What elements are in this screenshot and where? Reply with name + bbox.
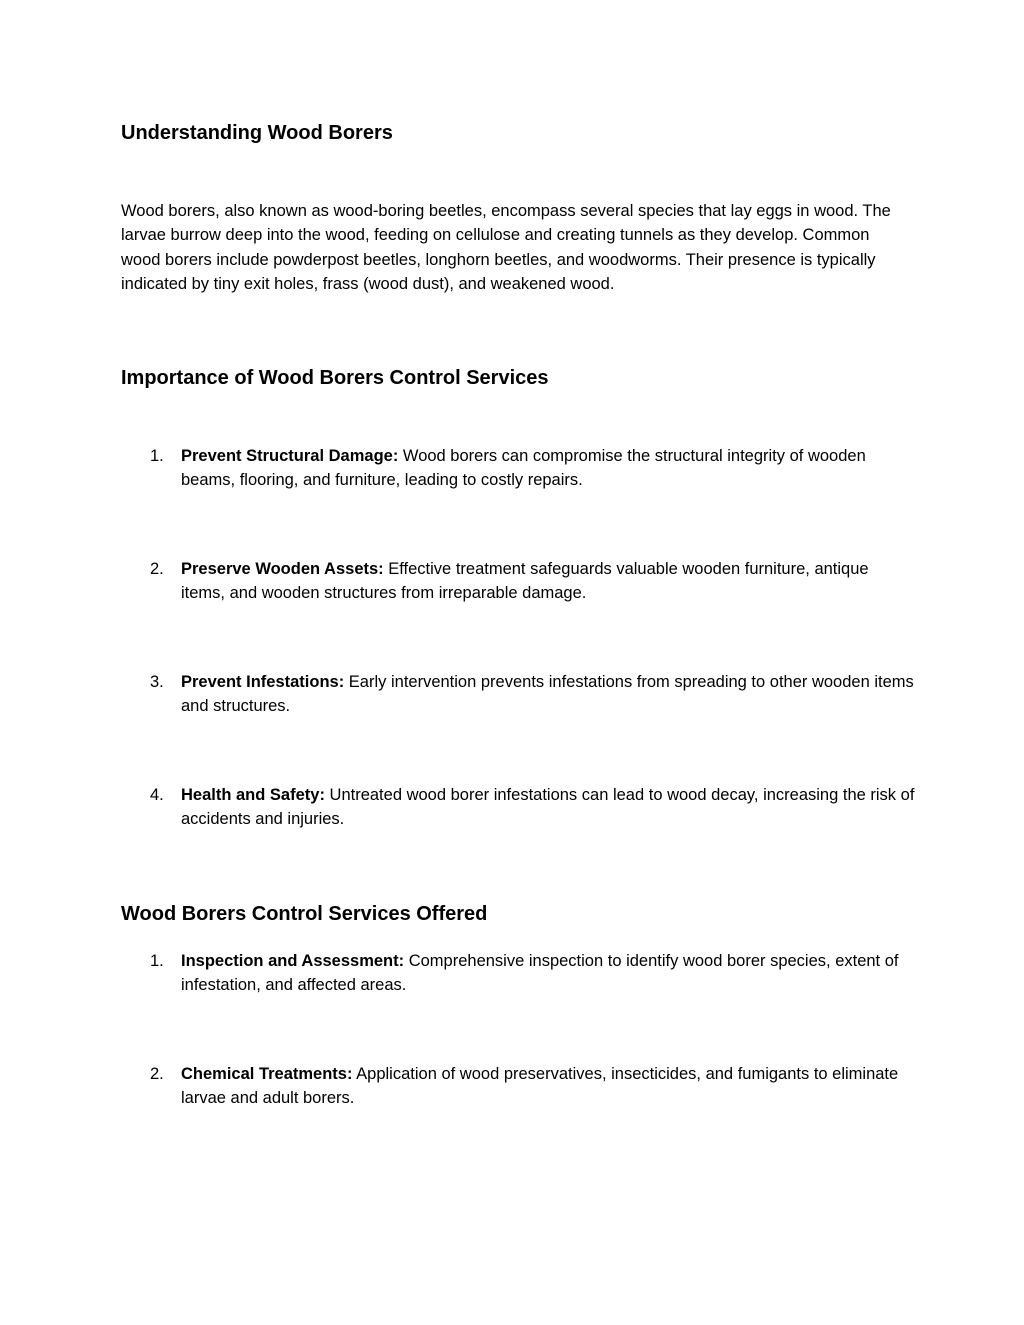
section-heading-importance: Importance of Wood Borers Control Services bbox=[121, 367, 549, 389]
list-number: 1. bbox=[150, 447, 164, 465]
list-item-lead: Health and Safety: bbox=[181, 786, 325, 804]
list-item bbox=[121, 670, 921, 719]
list-item bbox=[121, 949, 921, 998]
list-item-lead: Chemical Treatments: bbox=[181, 1065, 353, 1083]
list-item-text: Application of wood preservatives, insecticides, and fumigants to eliminate larvae and adult borers. bbox=[181, 1065, 899, 1108]
list-item bbox=[121, 557, 921, 606]
section-heading-services-offered: Wood Borers Control Services Offered bbox=[121, 903, 488, 925]
list-item-text: Comprehensive inspection to identify wood borer species, extent of infestation, and affected areas. bbox=[181, 952, 899, 995]
intro-paragraph: Wood borers, also known as wood-boring beetles, encompass several species that lay eggs in wood. The larvae burrow deep into the wood, feeding on cellulose and creating tunnels as they develop. Common wood borers include powderpost beetles, longhorn beetles, and woodworms. Their presence is typically indicated by tiny exit holes, frass (wood dust), and weakened wood. bbox=[121, 202, 891, 293]
list-number: 1. bbox=[150, 952, 164, 970]
list-number: 2. bbox=[150, 1065, 164, 1083]
list-item-lead: Preserve Wooden Assets: bbox=[181, 560, 384, 578]
list-item-lead: Prevent Structural Damage: bbox=[181, 447, 399, 465]
list-item-text: Early intervention prevents infestations from spreading to other wooden items and structures. bbox=[181, 673, 914, 716]
list-number: 4. bbox=[150, 786, 164, 804]
list-item bbox=[121, 444, 921, 493]
list-number: 3. bbox=[150, 673, 164, 691]
list-item-text: Untreated wood borer infestations can lead to wood decay, increasing the risk of accidents and injuries. bbox=[181, 786, 915, 829]
list-item-lead: Prevent Infestations: bbox=[181, 673, 345, 691]
list-item-text: Effective treatment safeguards valuable wooden furniture, antique items, and wooden structures from irreparable damage. bbox=[181, 560, 869, 603]
list-item bbox=[121, 1062, 921, 1111]
list-item-text: Wood borers can compromise the structural integrity of wooden beams, flooring, and furniture, leading to costly repairs. bbox=[181, 447, 866, 490]
list-item bbox=[121, 783, 921, 832]
list-number: 2. bbox=[150, 560, 164, 578]
list-item-lead: Inspection and Assessment: bbox=[181, 952, 405, 970]
section-heading-understanding: Understanding Wood Borers bbox=[121, 122, 393, 144]
